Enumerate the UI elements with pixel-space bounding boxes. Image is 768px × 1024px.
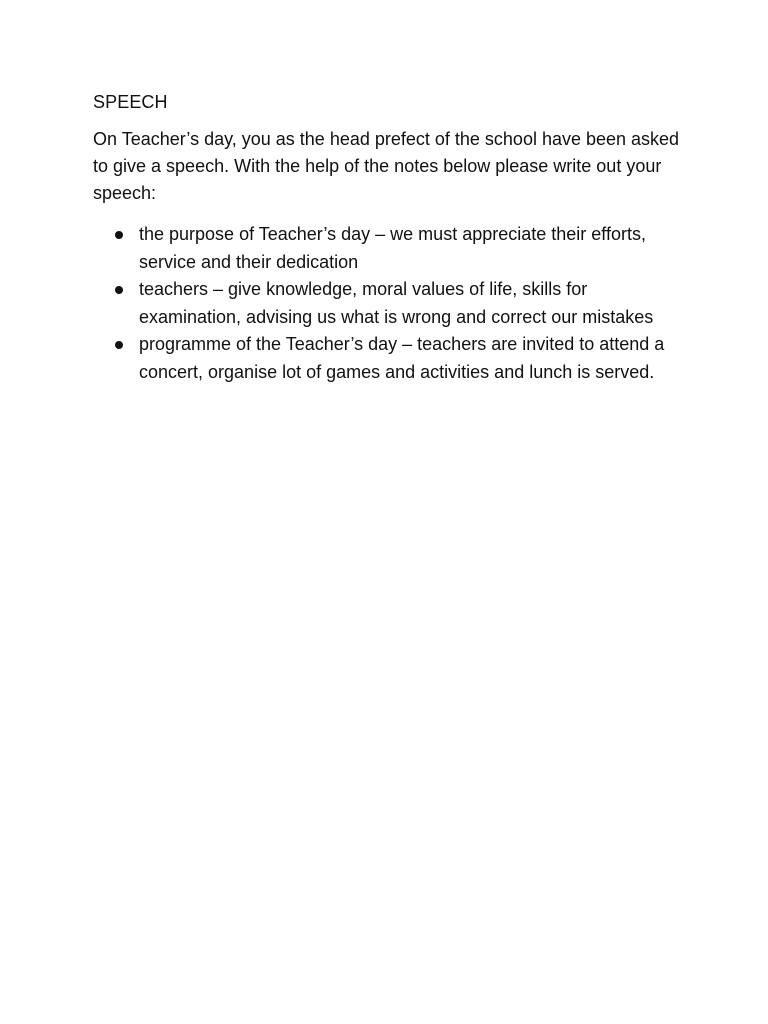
list-item	[139, 221, 683, 276]
intro-paragraph: On Teacher’s day, you as the head prefect of the school have been asked to give a speech. With the help of the notes below please write out your speech:	[93, 129, 680, 203]
note-text: the purpose of Teacher’s day – we must appreciate their efforts, service and their dedication	[139, 224, 646, 272]
document-heading: SPEECH	[93, 92, 168, 112]
list-item	[139, 276, 683, 331]
bullet-icon	[115, 286, 123, 294]
bullet-icon	[115, 341, 123, 349]
list-item	[139, 331, 683, 386]
bullet-icon	[115, 231, 123, 239]
note-text: teachers – give knowledge, moral values of life, skills for examination, advising us what is wrong and correct our mistakes	[139, 279, 654, 327]
document-page	[93, 88, 683, 386]
note-text: programme of the Teacher’s day – teachers are invited to attend a concert, organise lot of games and activities and lunch is served.	[139, 334, 665, 382]
notes-list	[93, 221, 683, 386]
